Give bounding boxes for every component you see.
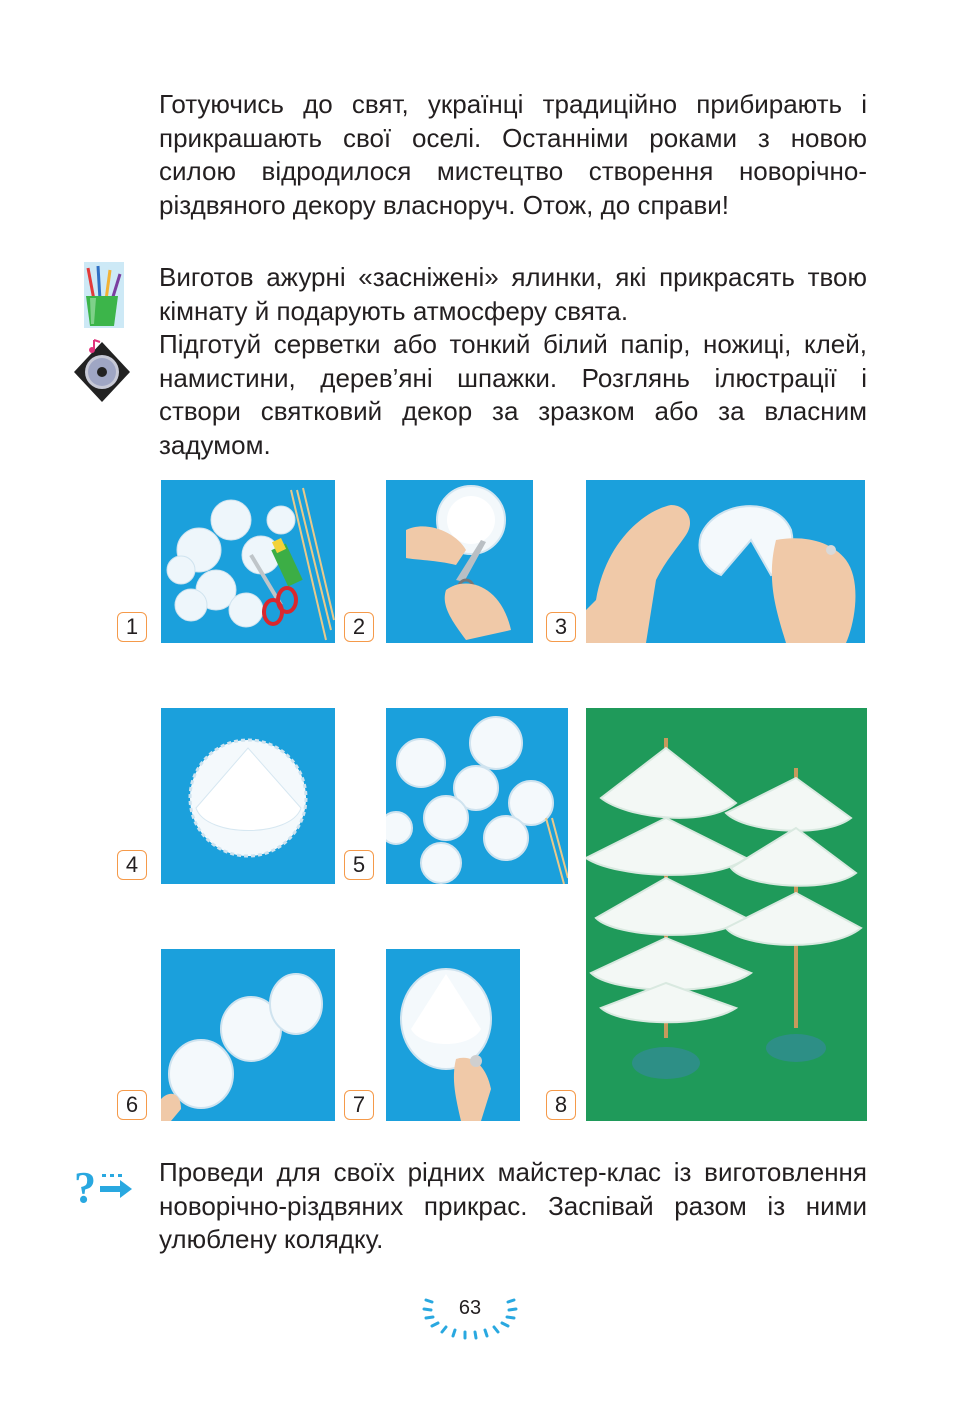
pencil-cup-icon — [76, 262, 128, 330]
step-label-6: 6 — [117, 1090, 147, 1120]
task-paragraph: Виготов ажурні «засніжені» ялинки, які прикрасять твою кімнату й подарують атмосферу свята. — [159, 262, 867, 326]
page-number — [420, 1292, 520, 1342]
step-1-photo — [161, 480, 335, 643]
step-label-8: 8 — [546, 1090, 576, 1120]
step-7-photo — [386, 949, 520, 1121]
step-3-photo — [586, 480, 865, 643]
question-arrow-icon — [72, 1162, 134, 1212]
svg-text:?: ? — [74, 1163, 96, 1212]
step-6-photo — [161, 949, 335, 1121]
step-label-7: 7 — [344, 1090, 374, 1120]
step-4-photo — [161, 708, 335, 884]
page-number-text: 63 — [458, 1297, 482, 1319]
step-label-2: 2 — [344, 612, 374, 642]
step-label-5: 5 — [344, 850, 374, 880]
homework-paragraph: Проведи для своїх рідних майстер-клас із виготовлення новорічно-різдвяних прикрас. Заспівай разом із ними улюблену колядку. — [159, 1157, 867, 1254]
step-5-photo — [386, 708, 568, 884]
intro-paragraph: Готуючись до свят, українці традиційно прибирають і прикрашають свої оселі. Останніми роками з новою силою відродилося мистецтво створення новорічно-різдвяного декору власноруч. Отож, до справи! — [159, 89, 867, 220]
music-disc-icon — [72, 336, 132, 406]
step-2-photo — [386, 480, 533, 643]
step-label-3: 3 — [546, 612, 576, 642]
step-label-4: 4 — [117, 850, 147, 880]
step-label-1: 1 — [117, 612, 147, 642]
materials-paragraph: Підготуй серветки або тонкий білий папір, ножиці, клей, намистини, дерев’яні шпажки. Розглянь ілюстрації і створи святковий декор за зразком або за власним задумом. — [159, 329, 867, 460]
step-8-photo — [586, 708, 867, 1121]
